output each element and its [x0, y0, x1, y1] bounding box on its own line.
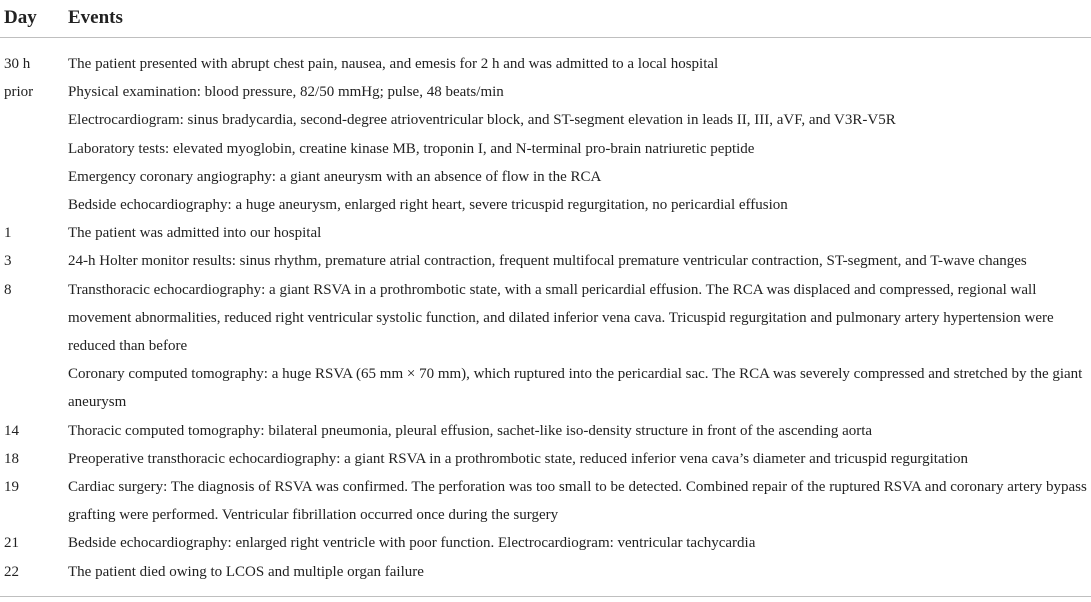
- day-cell: [0, 135, 68, 163]
- table-row: [0, 135, 1091, 163]
- event-cell: Bedside echocardiography: enlarged right ventricle with poor function. Electrocardiogram: ventricular tachycardia: [68, 535, 756, 552]
- event-cell: Coronary computed tomography: a huge RSVA (65 mm × 70 mm), which ruptured into the pericardial sac. The RCA was severely compressed and stretched by the giant aneurysm: [68, 366, 1083, 411]
- table-row: [0, 78, 1091, 106]
- table-row: [0, 445, 1091, 473]
- table-row: [0, 473, 1091, 529]
- day-cell: 21: [4, 535, 19, 552]
- header-events: Events: [68, 7, 123, 29]
- table-row: [0, 529, 1091, 557]
- day-cell: [0, 163, 68, 191]
- table-row: [0, 558, 1091, 586]
- day-cell: 3: [4, 253, 12, 270]
- day-cell: 22: [4, 563, 19, 580]
- bottom-rule: [0, 596, 1091, 597]
- table-header: [0, 0, 1091, 38]
- day-cell: 18: [4, 450, 19, 467]
- day-cell: 8: [4, 281, 12, 298]
- event-cell: Physical examination: blood pressure, 82/50 mmHg; pulse, 48 beats/min: [68, 84, 504, 101]
- day-cell: [0, 106, 68, 134]
- event-cell: The patient died owing to LCOS and multiple organ failure: [68, 563, 424, 580]
- table-row: [0, 247, 1091, 275]
- table-row: [0, 360, 1091, 416]
- event-cell: Electrocardiogram: sinus bradycardia, second-degree atrioventricular block, and ST-segment elevation in leads II, III, aVF, and V3R-V5R: [68, 112, 896, 129]
- day-cell: 30 h: [4, 56, 31, 72]
- table-row: [0, 276, 1091, 361]
- day-cell: 19: [4, 479, 19, 496]
- table-row: [0, 106, 1091, 134]
- event-cell: Preoperative transthoracic echocardiography: a giant RSVA in a prothrombotic state, reduced inferior vena cava’s diameter and tricuspid regurgitation: [68, 450, 968, 467]
- day-cell: [0, 360, 68, 416]
- day-cell: 1: [4, 225, 12, 242]
- table-row: [0, 50, 1091, 78]
- event-cell: Bedside echocardiography: a huge aneurysm, enlarged right heart, severe tricuspid regurgitation, no pericardial effusion: [68, 197, 788, 214]
- event-cell: Thoracic computed tomography: bilateral pneumonia, pleural effusion, sachet-like iso-density structure in front of the ascending aorta: [68, 422, 873, 439]
- table-row: [0, 417, 1091, 445]
- event-cell: The patient was admitted into our hospital: [68, 225, 322, 242]
- table-row: [0, 219, 1091, 247]
- table-row: [0, 191, 1091, 219]
- event-cell: Transthoracic echocardiography: a giant RSVA in a prothrombotic state, with a small pericardial effusion. The RCA was displaced and compressed, regional wall movement abnormalities, reduced right ventricular systolic function, and dilated inferior vena cava. Tricuspid regurgitation and pulmonary artery hypertension were reduced than before: [68, 281, 1054, 355]
- day-cell: 14: [4, 422, 19, 439]
- day-cell: prior: [4, 84, 34, 101]
- table-row: [0, 163, 1091, 191]
- event-cell: Laboratory tests: elevated myoglobin, creatine kinase MB, troponin I, and N-terminal pro-brain natriuretic peptide: [68, 140, 755, 157]
- day-cell: [0, 191, 68, 219]
- table-body: [0, 38, 1091, 586]
- event-cell: Cardiac surgery: The diagnosis of RSVA was confirmed. The perforation was too small to be detected. Combined repair of the ruptured RSVA and coronary artery bypass grafting were performed. Ventricular fibrillation occurred once during the surgery: [68, 479, 1087, 524]
- event-cell: Emergency coronary angiography: a giant aneurysm with an absence of flow in the RCA: [68, 168, 602, 185]
- event-cell: 24-h Holter monitor results: sinus rhythm, premature atrial contraction, frequent multifocal premature ventricular contraction, ST-segment, and T-wave changes: [68, 253, 1027, 270]
- header-day: Day: [4, 7, 37, 29]
- event-cell: The patient presented with abrupt chest pain, nausea, and emesis for 2 h and was admitted to a local hospital: [68, 56, 719, 72]
